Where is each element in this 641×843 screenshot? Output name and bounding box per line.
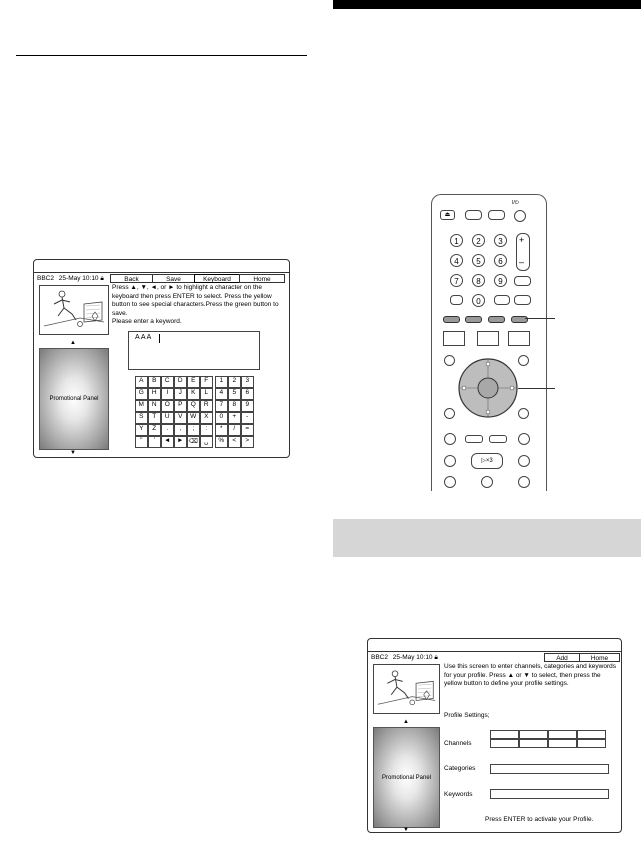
menu-button-1[interactable] [443, 331, 465, 346]
letter-key[interactable]: M [135, 400, 149, 413]
letter-key[interactable]: Z [148, 424, 162, 437]
number-key[interactable]: * [215, 424, 229, 437]
number-key[interactable]: 7 [215, 400, 229, 413]
play-button[interactable]: ▷×3 [471, 453, 503, 469]
number-key[interactable]: > [241, 436, 255, 449]
number-key[interactable]: < [228, 436, 242, 449]
callout-line-dpad [518, 388, 555, 389]
letter-key[interactable]: O [161, 400, 175, 413]
keyword-input[interactable] [128, 331, 260, 370]
number-key[interactable]: 8 [228, 400, 242, 413]
dpad[interactable] [457, 357, 519, 419]
pause-button[interactable] [481, 476, 493, 488]
profile-settings-screen [367, 638, 622, 833]
promo-label: Promotional Panel [381, 774, 432, 781]
remote-control [431, 194, 547, 491]
number-keyboard [215, 376, 254, 448]
letter-key[interactable]: U [161, 412, 175, 425]
letter-key[interactable]: A [135, 376, 149, 389]
top-button-2[interactable] [465, 210, 482, 220]
letter-key[interactable]: J [174, 388, 188, 401]
letter-key[interactable]: H [148, 388, 162, 401]
number-7-button[interactable]: 7 [450, 274, 463, 287]
top-button-3[interactable] [488, 210, 505, 220]
football-player-icon [40, 286, 108, 334]
letter-key[interactable]: G [135, 388, 149, 401]
letter-key[interactable]: E [187, 376, 201, 389]
tab-add[interactable]: Add [544, 653, 580, 662]
datetime-label: 25-May 10:10 [392, 654, 433, 661]
letter-key[interactable]: K [187, 388, 201, 401]
red-button[interactable] [443, 316, 460, 323]
forward-small-button[interactable] [489, 435, 507, 443]
lock-icon: 🔒︎ [100, 275, 104, 282]
datetime-label: 25-May 10:10 [58, 275, 99, 282]
keywords-field[interactable] [490, 789, 609, 799]
number-1-button[interactable]: 1 [450, 234, 463, 247]
promo-label: Promotional Panel [49, 396, 99, 402]
number-8-button[interactable]: 8 [472, 274, 485, 287]
green-button[interactable] [465, 316, 482, 323]
channels-label: Channels [444, 740, 472, 747]
number-key[interactable]: 6 [241, 388, 255, 401]
letter-key[interactable]: N [148, 400, 162, 413]
letter-key[interactable]: C [161, 376, 175, 389]
keyword-input-value: A A A [135, 334, 152, 341]
number-3-button[interactable]: 3 [494, 234, 507, 247]
number-key[interactable]: % [215, 436, 229, 449]
number-6-button[interactable]: 6 [494, 254, 507, 267]
number-key[interactable]: - [241, 412, 255, 425]
tab-keyboard[interactable]: Keyboard [194, 274, 240, 283]
letter-key[interactable]: : [200, 424, 214, 437]
side-button-1[interactable] [514, 276, 531, 286]
categories-field[interactable] [490, 764, 609, 774]
minus-label: – [519, 257, 525, 267]
channel-label: BBC2 [37, 275, 54, 282]
keywords-label: Keywords [444, 791, 473, 798]
return-button[interactable] [444, 355, 455, 366]
letter-key[interactable]: D [174, 376, 188, 389]
letter-key[interactable]: ␣ [200, 436, 214, 449]
letter-key[interactable]: R [200, 400, 214, 413]
fast-forward-button[interactable] [518, 455, 530, 467]
letter-key[interactable]: B [148, 376, 162, 389]
stop-button[interactable] [518, 476, 530, 488]
letter-key[interactable]: X [200, 412, 214, 425]
channels-grid[interactable] [490, 730, 606, 748]
scroll-up-icon[interactable]: ▲ [70, 340, 76, 346]
number-4-button[interactable]: 4 [450, 254, 463, 267]
letter-key[interactable]: " [135, 436, 149, 449]
section-rule [16, 55, 307, 56]
eject-button[interactable]: ⏏ [440, 210, 455, 220]
prev-button[interactable] [444, 433, 456, 445]
letter-key[interactable]: T [148, 412, 162, 425]
text-cursor [159, 334, 160, 343]
number-key[interactable]: + [228, 412, 242, 425]
letter-keyboard [135, 376, 213, 448]
tab-save[interactable]: Save [152, 274, 195, 283]
rewind-button[interactable] [444, 455, 456, 467]
options-button[interactable] [518, 355, 529, 366]
letter-key[interactable]: ' [148, 436, 162, 449]
number-5-button[interactable]: 5 [472, 254, 485, 267]
promotional-panel [373, 727, 440, 828]
record-button[interactable] [444, 476, 456, 488]
menu-button-2[interactable] [477, 331, 499, 346]
instruction-text: Use this screen to enter channels, categories and keywords for your profile. Press ▲ or ▼ to select, then press the yellow button to define your profile settings. [444, 663, 616, 688]
letter-key[interactable]: ◄ [161, 436, 175, 449]
number-key[interactable]: 1 [215, 376, 229, 389]
number-key[interactable]: / [228, 424, 242, 437]
tab-home[interactable]: Home [239, 274, 285, 283]
header-bar [333, 0, 641, 9]
football-player-icon [374, 665, 439, 713]
program-thumbnail [39, 285, 109, 335]
menu-button-3[interactable] [508, 331, 530, 346]
letter-key[interactable]: Q [187, 400, 201, 413]
plus-label: + [519, 235, 525, 245]
letter-key[interactable]: , [174, 424, 188, 437]
number-9-button[interactable]: 9 [494, 274, 507, 287]
scroll-up-icon[interactable]: ▲ [403, 719, 409, 725]
profile-settings-title: Profile Settings; [444, 712, 490, 719]
channel-label: BBC2 [371, 654, 388, 661]
next-button[interactable] [518, 433, 530, 445]
dpad-arrows-icon [457, 357, 519, 419]
letter-key[interactable]: Y [135, 424, 149, 437]
tools-button[interactable] [518, 408, 529, 419]
power-label: I/⏻ [512, 200, 519, 206]
yellow-button[interactable] [488, 316, 505, 323]
number-key[interactable]: 2 [228, 376, 242, 389]
lock-icon: 🔒︎ [434, 654, 438, 661]
power-button[interactable] [514, 210, 526, 222]
rewind-small-button[interactable] [465, 435, 483, 443]
instruction-text: Press ▲, ▼, ◄, or ► to highlight a character on the keyboard then press ENTER to select. Press the yellow button to see special characters.Press the green button to save. Please enter a keyword. [112, 284, 279, 326]
number-key[interactable]: 9 [241, 400, 255, 413]
program-thumbnail [373, 664, 440, 714]
letter-key[interactable]: W [187, 412, 201, 425]
letter-key[interactable]: S [135, 412, 149, 425]
tab-home[interactable]: Home [579, 653, 620, 662]
tab-back[interactable]: Back [110, 274, 153, 283]
letter-key[interactable]: ⌫ [187, 436, 201, 449]
letter-key[interactable]: P [174, 400, 188, 413]
scroll-down-icon[interactable]: ▼ [403, 827, 409, 833]
enter-button[interactable] [494, 295, 510, 305]
letter-key[interactable]: L [200, 388, 214, 401]
callout-line-color-buttons [525, 318, 555, 319]
side-button-2[interactable] [514, 295, 531, 305]
letter-key[interactable]: ► [174, 436, 188, 449]
dot-button[interactable] [450, 295, 463, 305]
number-0-button[interactable]: 0 [472, 294, 485, 307]
number-key[interactable]: 4 [215, 388, 229, 401]
scroll-down-icon[interactable]: ▼ [70, 450, 76, 456]
keyword-entry-screen [33, 259, 290, 458]
number-key[interactable]: 0 [215, 412, 229, 425]
letter-key[interactable]: F [200, 376, 214, 389]
categories-label: Categories [444, 765, 476, 772]
letter-key[interactable]: V [174, 412, 188, 425]
promotional-panel [39, 348, 109, 450]
letter-key[interactable]: . [161, 424, 175, 437]
number-key[interactable]: 3 [241, 376, 255, 389]
number-2-button[interactable]: 2 [472, 234, 485, 247]
letter-key[interactable]: I [161, 388, 175, 401]
number-key[interactable]: = [241, 424, 255, 437]
channel-rocker[interactable] [516, 233, 530, 271]
number-key[interactable]: 5 [228, 388, 242, 401]
footer-instruction: Press ENTER to activate your Profile. [485, 816, 594, 823]
guide-button[interactable] [444, 408, 455, 419]
prompt-text: Please enter a keyword. [112, 318, 182, 326]
section-heading-band [333, 519, 641, 557]
letter-key[interactable]: ; [187, 424, 201, 437]
